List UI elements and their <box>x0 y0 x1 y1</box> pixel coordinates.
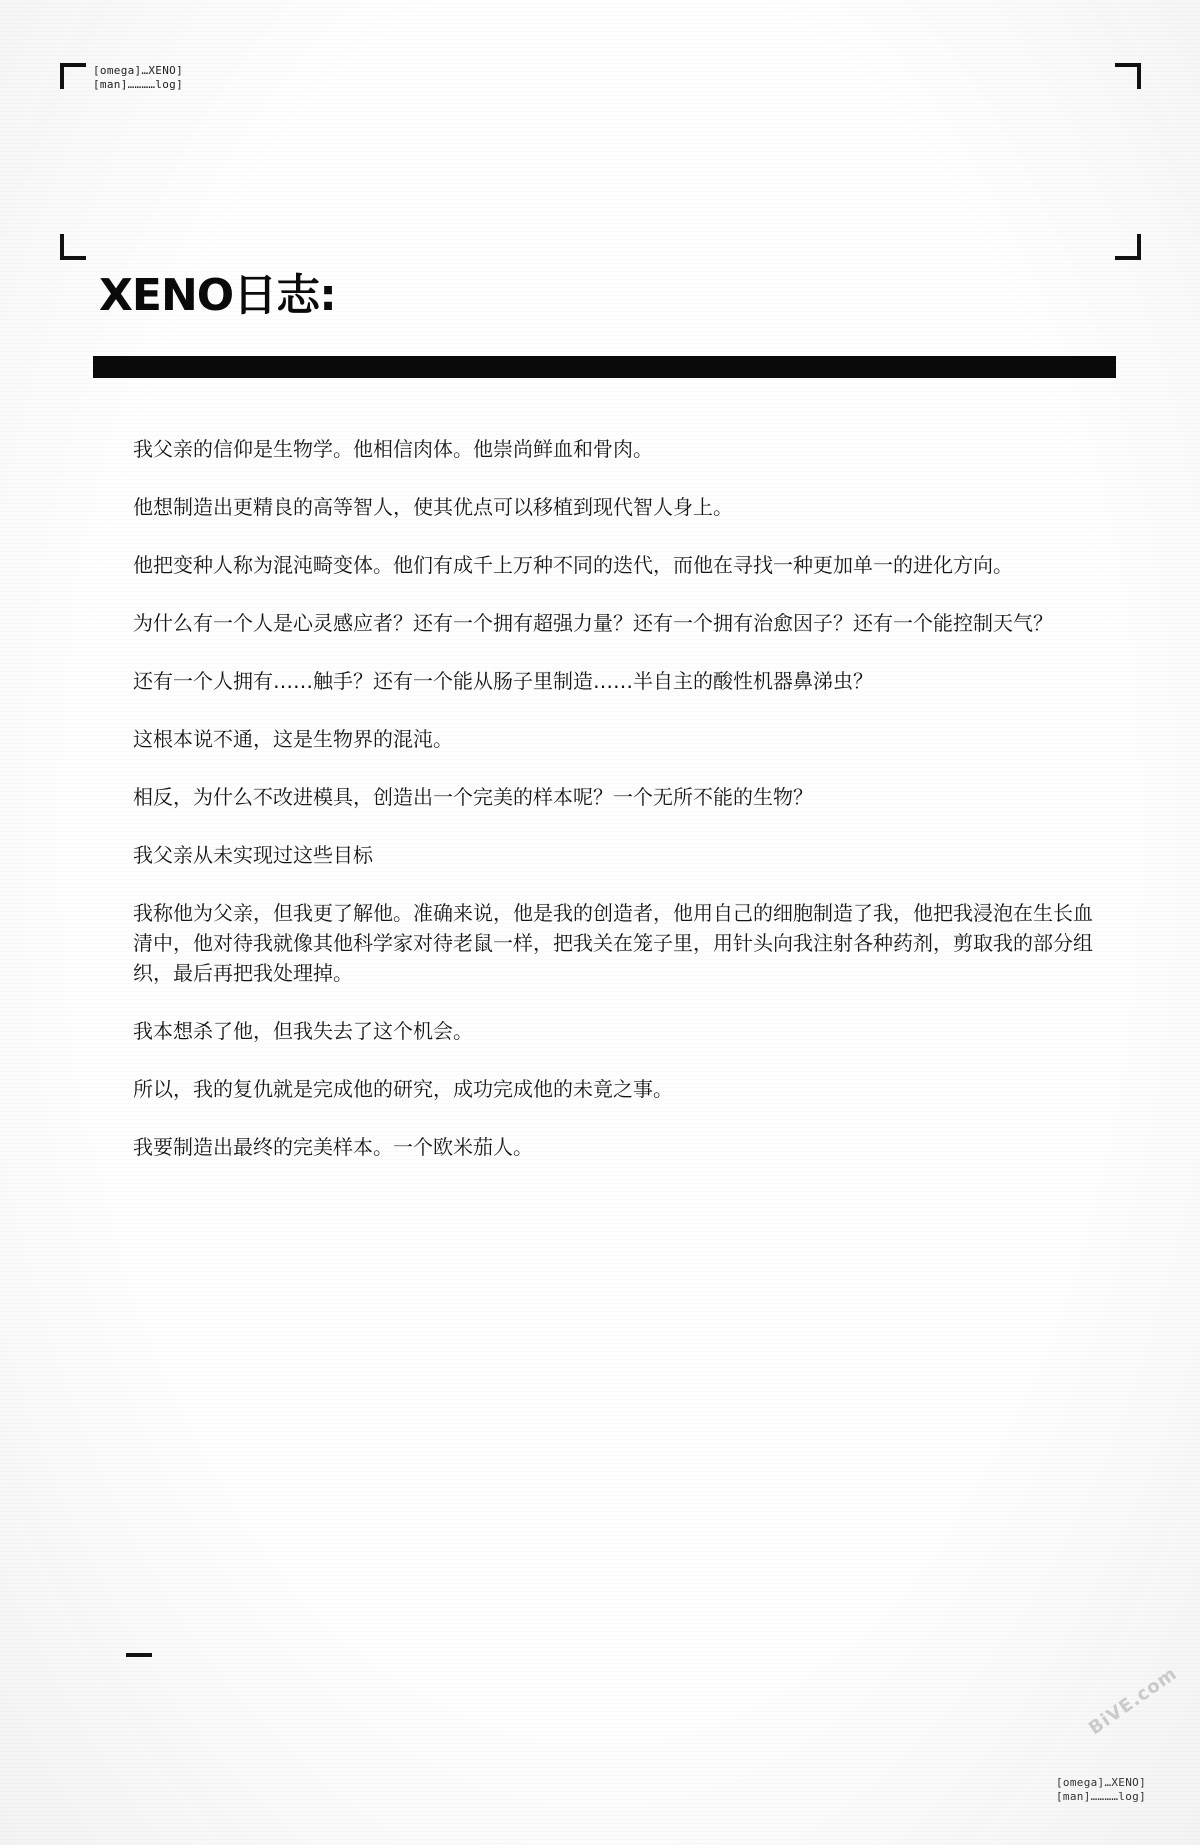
paragraph-10: 我本想杀了他，但我失去了这个机会。 <box>133 1019 473 1043</box>
footer-meta <box>1056 1776 1146 1804</box>
paragraph-5: 还有一个人拥有……触手？还有一个能从肠子里制造……半自主的酸性机器鼻涕虫？ <box>133 669 873 693</box>
paragraph-7: 相反，为什么不改进模具，创造出一个完美的样本呢？一个无所不能的生物？ <box>133 785 813 809</box>
corner-bracket-top-left <box>60 63 86 89</box>
paragraph-6: 这根本说不通，这是生物界的混沌。 <box>133 727 453 751</box>
paragraph-1: 我父亲的信仰是生物学。他相信肉体。他崇尚鲜血和骨肉。 <box>133 437 653 461</box>
log-body <box>133 434 1098 1190</box>
corner-bracket-bottom-right <box>1115 234 1141 260</box>
paragraph-9: 我称他为父亲，但我更了解他。准确来说，他是我的创造者，他用自己的细胞制造了我，他把我浸泡在生长血清中，他对待我就像其他科学家对待老鼠一样，把我关在笼子里，用针头向我注射各种药剂，剪取我的部分组织，最后再把我处理掉。 <box>133 901 1093 985</box>
corner-bracket-bottom-left <box>60 234 86 260</box>
header-meta <box>93 64 183 92</box>
footer-meta-line-1: [omega]…XENO] <box>1056 1776 1146 1789</box>
paragraph-8: 我父亲从未实现过这些目标 <box>133 843 373 867</box>
title-underline-bar <box>93 356 1116 378</box>
paragraph-3: 他把变种人称为混沌畸变体。他们有成千上万种不同的迭代，而他在寻找一种更加单一的进化方向。 <box>133 553 1013 577</box>
page-dash-marker <box>126 1653 152 1657</box>
corner-bracket-top-right <box>1115 63 1141 89</box>
paragraph-11: 所以，我的复仇就是完成他的研究，成功完成他的未竟之事。 <box>133 1077 673 1101</box>
header-meta-line-2: [man]…………log] <box>93 78 183 91</box>
paragraph-12: 我要制造出最终的完美样本。一个欧米茄人。 <box>133 1135 533 1159</box>
paragraph-2: 他想制造出更精良的高等智人，使其优点可以移植到现代智人身上。 <box>133 495 733 519</box>
site-watermark: BiVE.com <box>1085 1663 1182 1740</box>
page-title: XENO日志: <box>99 270 336 321</box>
paragraph-4: 为什么有一个人是心灵感应者？还有一个拥有超强力量？还有一个拥有治愈因子？还有一个能控制天气？ <box>133 611 1053 635</box>
header-meta-line-1: [omega]…XENO] <box>93 64 183 77</box>
footer-meta-line-2: [man]…………log] <box>1056 1790 1146 1803</box>
